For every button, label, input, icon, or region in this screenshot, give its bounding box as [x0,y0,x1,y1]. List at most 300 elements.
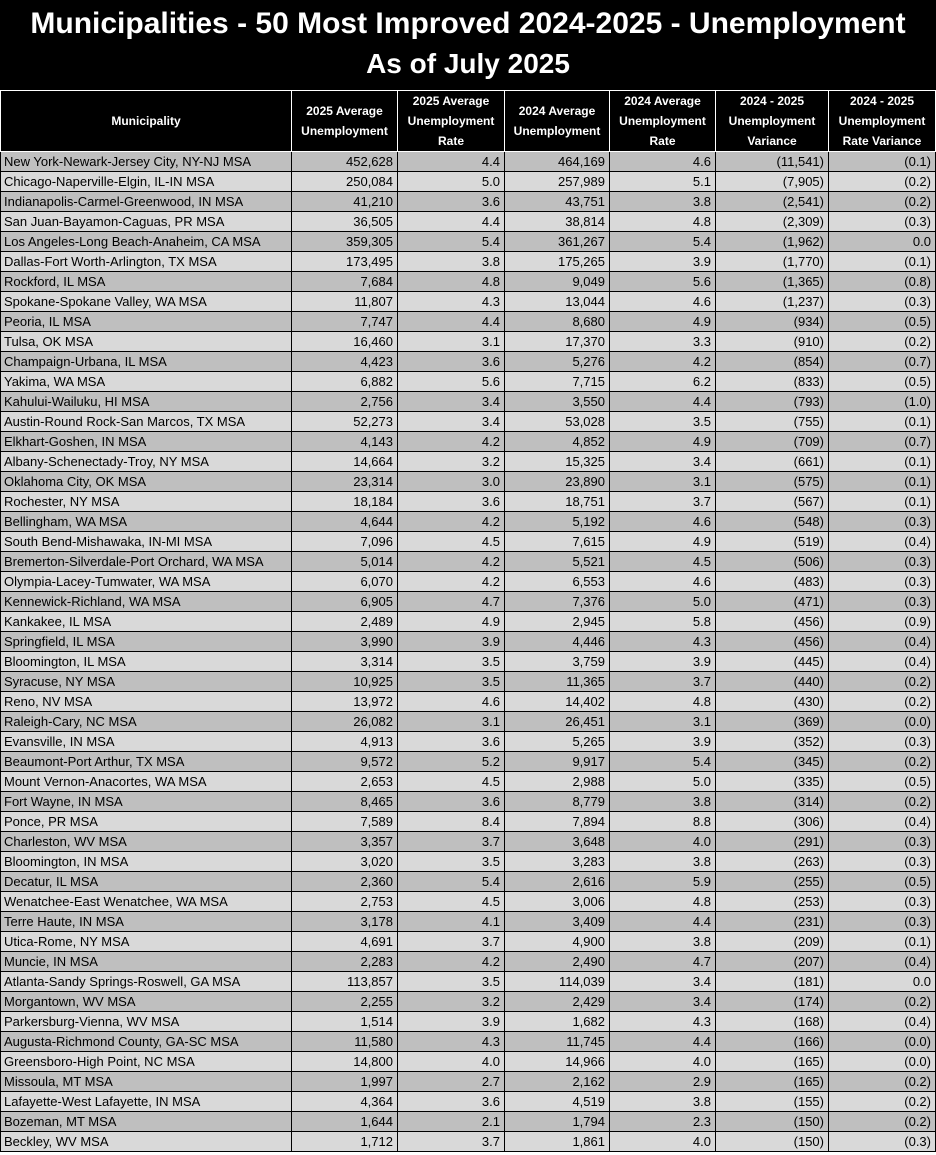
municipality-cell: Missoula, MT MSA [1,1072,292,1092]
table-row [1,852,936,872]
rate-variance-cell: (0.3) [829,572,936,592]
municipality-cell: Muncie, IN MSA [1,952,292,972]
unemployment-variance-cell: (471) [716,592,829,612]
table-row [1,1132,936,1152]
unemployment-2024-cell: 361,267 [505,232,610,252]
unemployment-2024-cell: 3,550 [505,392,610,412]
unemployment-2025-cell: 2,489 [292,612,398,632]
rate-variance-cell: (0.8) [829,272,936,292]
table-row [1,412,936,432]
table-row [1,332,936,352]
municipality-cell: Springfield, IL MSA [1,632,292,652]
rate-2025-cell: 8.4 [398,812,505,832]
table-row [1,792,936,812]
municipality-cell: Evansville, IN MSA [1,732,292,752]
unemployment-variance-cell: (456) [716,612,829,632]
municipality-cell: Rockford, IL MSA [1,272,292,292]
table-row [1,292,936,312]
municipality-cell: Wenatchee-East Wenatchee, WA MSA [1,892,292,912]
municipality-cell: New York-Newark-Jersey City, NY-NJ MSA [1,152,292,172]
unemployment-2024-cell: 2,490 [505,952,610,972]
municipality-cell: Albany-Schenectady-Troy, NY MSA [1,452,292,472]
unemployment-variance-cell: (306) [716,812,829,832]
unemployment-2025-cell: 173,495 [292,252,398,272]
table-row [1,532,936,552]
unemployment-2025-cell: 7,589 [292,812,398,832]
unemployment-2024-cell: 7,615 [505,532,610,552]
unemployment-2024-cell: 38,814 [505,212,610,232]
rate-2024-cell: 3.8 [610,1092,716,1112]
unemployment-2024-cell: 5,521 [505,552,610,572]
table-row [1,372,936,392]
rate-2024-cell: 2.9 [610,1072,716,1092]
unemployment-variance-cell: (1,365) [716,272,829,292]
municipality-cell: Kennewick-Richland, WA MSA [1,592,292,612]
rate-2025-cell: 3.6 [398,792,505,812]
municipality-cell: Dallas-Fort Worth-Arlington, TX MSA [1,252,292,272]
rate-2025-cell: 3.9 [398,632,505,652]
unemployment-2025-cell: 4,364 [292,1092,398,1112]
rate-2025-cell: 4.3 [398,1032,505,1052]
rate-2024-cell: 5.0 [610,592,716,612]
table-row [1,572,936,592]
rate-2024-cell: 3.4 [610,452,716,472]
rate-2024-cell: 3.1 [610,712,716,732]
column-header-unemployment-variance: 2024 - 2025 Unemployment Variance [716,91,829,152]
unemployment-2025-cell: 26,082 [292,712,398,732]
rate-2024-cell: 3.8 [610,792,716,812]
rate-2024-cell: 4.6 [610,512,716,532]
unemployment-2025-cell: 113,857 [292,972,398,992]
rate-2024-cell: 4.2 [610,352,716,372]
unemployment-variance-cell: (519) [716,532,829,552]
unemployment-variance-cell: (231) [716,912,829,932]
unemployment-2025-cell: 2,283 [292,952,398,972]
table-row [1,832,936,852]
unemployment-2025-cell: 41,210 [292,192,398,212]
unemployment-2024-cell: 1,861 [505,1132,610,1152]
unemployment-2024-cell: 1,682 [505,1012,610,1032]
municipality-cell: Syracuse, NY MSA [1,672,292,692]
municipality-cell: Beckley, WV MSA [1,1132,292,1152]
unemployment-variance-cell: (174) [716,992,829,1012]
rate-2024-cell: 4.4 [610,392,716,412]
table-row [1,152,936,172]
rate-2024-cell: 4.6 [610,572,716,592]
rate-2025-cell: 4.4 [398,312,505,332]
unemployment-2024-cell: 3,283 [505,852,610,872]
municipality-cell: South Bend-Mishawaka, IN-MI MSA [1,532,292,552]
rate-2024-cell: 4.9 [610,532,716,552]
unemployment-2025-cell: 7,096 [292,532,398,552]
unemployment-2025-cell: 18,184 [292,492,398,512]
municipality-cell: Los Angeles-Long Beach-Anaheim, CA MSA [1,232,292,252]
municipality-cell: Austin-Round Rock-San Marcos, TX MSA [1,412,292,432]
table-row [1,632,936,652]
rate-2024-cell: 4.4 [610,912,716,932]
municipality-cell: Olympia-Lacey-Tumwater, WA MSA [1,572,292,592]
rate-2024-cell: 3.9 [610,732,716,752]
municipality-cell: Chicago-Naperville-Elgin, IL-IN MSA [1,172,292,192]
unemployment-2024-cell: 2,429 [505,992,610,1012]
unemployment-2024-cell: 7,894 [505,812,610,832]
unemployment-2025-cell: 4,143 [292,432,398,452]
unemployment-2024-cell: 23,890 [505,472,610,492]
unemployment-variance-cell: (661) [716,452,829,472]
unemployment-variance-cell: (11,541) [716,152,829,172]
municipality-cell: Peoria, IL MSA [1,312,292,332]
table-row [1,192,936,212]
unemployment-2025-cell: 16,460 [292,332,398,352]
rate-2025-cell: 3.8 [398,252,505,272]
rate-2025-cell: 5.2 [398,752,505,772]
rate-variance-cell: (0.4) [829,532,936,552]
municipality-cell: Beaumont-Port Arthur, TX MSA [1,752,292,772]
municipality-cell: Rochester, NY MSA [1,492,292,512]
rate-variance-cell: (0.1) [829,452,936,472]
unemployment-2025-cell: 1,514 [292,1012,398,1032]
unemployment-2025-cell: 14,800 [292,1052,398,1072]
rate-2025-cell: 4.9 [398,612,505,632]
rate-2024-cell: 5.9 [610,872,716,892]
municipality-cell: Atlanta-Sandy Springs-Roswell, GA MSA [1,972,292,992]
rate-variance-cell: (0.5) [829,372,936,392]
unemployment-variance-cell: (345) [716,752,829,772]
unemployment-2024-cell: 2,988 [505,772,610,792]
rate-2024-cell: 5.4 [610,232,716,252]
column-header-2024-avg-rate: 2024 Average Unemployment Rate [610,91,716,152]
rate-2024-cell: 5.4 [610,752,716,772]
unemployment-2025-cell: 9,572 [292,752,398,772]
rate-variance-cell: (0.2) [829,192,936,212]
table-row [1,912,936,932]
rate-2025-cell: 5.4 [398,232,505,252]
rate-2025-cell: 3.7 [398,932,505,952]
unemployment-2025-cell: 1,644 [292,1112,398,1132]
unemployment-2025-cell: 4,644 [292,512,398,532]
rate-2025-cell: 3.6 [398,192,505,212]
rate-variance-cell: (0.3) [829,292,936,312]
rate-2024-cell: 3.8 [610,932,716,952]
rate-2024-cell: 4.8 [610,692,716,712]
rate-2024-cell: 4.4 [610,1032,716,1052]
municipality-cell: Bellingham, WA MSA [1,512,292,532]
unemployment-2025-cell: 8,465 [292,792,398,812]
rate-2024-cell: 5.8 [610,612,716,632]
table-row [1,492,936,512]
unemployment-variance-cell: (1,962) [716,232,829,252]
unemployment-variance-cell: (352) [716,732,829,752]
unemployment-2025-cell: 11,580 [292,1032,398,1052]
rate-variance-cell: (0.5) [829,312,936,332]
unemployment-2025-cell: 3,020 [292,852,398,872]
rate-2025-cell: 4.0 [398,1052,505,1072]
report-header [0,0,936,90]
unemployment-2024-cell: 53,028 [505,412,610,432]
rate-2024-cell: 4.7 [610,952,716,972]
rate-variance-cell: (0.7) [829,352,936,372]
rate-2025-cell: 4.5 [398,892,505,912]
municipality-cell: Indianapolis-Carmel-Greenwood, IN MSA [1,192,292,212]
table-row [1,1092,936,1112]
unemployment-2024-cell: 4,900 [505,932,610,952]
column-header-2025-avg-rate: 2025 Average Unemployment Rate [398,91,505,152]
table-row [1,812,936,832]
rate-variance-cell: (0.4) [829,952,936,972]
rate-2024-cell: 4.3 [610,632,716,652]
unemployment-variance-cell: (263) [716,852,829,872]
municipality-cell: Kahului-Wailuku, HI MSA [1,392,292,412]
unemployment-2024-cell: 17,370 [505,332,610,352]
unemployment-variance-cell: (2,541) [716,192,829,212]
table-row [1,992,936,1012]
municipality-cell: Fort Wayne, IN MSA [1,792,292,812]
rate-variance-cell: (0.0) [829,712,936,732]
table-row [1,472,936,492]
municipality-cell: Oklahoma City, OK MSA [1,472,292,492]
unemployment-2025-cell: 5,014 [292,552,398,572]
rate-2025-cell: 3.1 [398,332,505,352]
rate-variance-cell: 0.0 [829,232,936,252]
municipality-cell: Greensboro-High Point, NC MSA [1,1052,292,1072]
unemployment-2024-cell: 3,648 [505,832,610,852]
unemployment-variance-cell: (793) [716,392,829,412]
municipality-cell: Morgantown, WV MSA [1,992,292,1012]
report-subtitle: As of July 2025 [366,48,570,79]
rate-2025-cell: 3.0 [398,472,505,492]
municipality-cell: Reno, NV MSA [1,692,292,712]
unemployment-2024-cell: 1,794 [505,1112,610,1132]
unemployment-2024-cell: 14,966 [505,1052,610,1072]
unemployment-2024-cell: 4,519 [505,1092,610,1112]
rate-variance-cell: (0.0) [829,1052,936,1072]
unemployment-2025-cell: 36,505 [292,212,398,232]
rate-2024-cell: 3.8 [610,192,716,212]
unemployment-variance-cell: (575) [716,472,829,492]
unemployment-2025-cell: 2,255 [292,992,398,1012]
rate-2024-cell: 3.7 [610,672,716,692]
unemployment-2025-cell: 3,178 [292,912,398,932]
table-row [1,552,936,572]
rate-variance-cell: (0.3) [829,892,936,912]
rate-2025-cell: 5.0 [398,172,505,192]
rate-2025-cell: 4.4 [398,212,505,232]
rate-2025-cell: 4.5 [398,532,505,552]
rate-2025-cell: 3.6 [398,732,505,752]
unemployment-variance-cell: (150) [716,1112,829,1132]
unemployment-2025-cell: 250,084 [292,172,398,192]
unemployment-2024-cell: 8,680 [505,312,610,332]
unemployment-2024-cell: 11,745 [505,1032,610,1052]
rate-2025-cell: 3.6 [398,492,505,512]
unemployment-variance-cell: (483) [716,572,829,592]
unemployment-2025-cell: 52,273 [292,412,398,432]
unemployment-variance-cell: (548) [716,512,829,532]
unemployment-2024-cell: 13,044 [505,292,610,312]
unemployment-2025-cell: 23,314 [292,472,398,492]
rate-2025-cell: 3.2 [398,992,505,1012]
municipality-cell: Augusta-Richmond County, GA-SC MSA [1,1032,292,1052]
rate-variance-cell: (0.9) [829,612,936,632]
unemployment-2024-cell: 18,751 [505,492,610,512]
unemployment-2024-cell: 3,759 [505,652,610,672]
unemployment-2025-cell: 3,314 [292,652,398,672]
rate-variance-cell: (0.2) [829,692,936,712]
unemployment-2025-cell: 11,807 [292,292,398,312]
rate-variance-cell: (0.3) [829,832,936,852]
rate-variance-cell: (0.5) [829,772,936,792]
rate-variance-cell: (0.2) [829,1092,936,1112]
rate-2025-cell: 3.1 [398,712,505,732]
unemployment-2024-cell: 11,365 [505,672,610,692]
municipality-cell: Charleston, WV MSA [1,832,292,852]
municipality-cell: Parkersburg-Vienna, WV MSA [1,1012,292,1032]
rate-2024-cell: 3.9 [610,252,716,272]
unemployment-2025-cell: 4,423 [292,352,398,372]
table-row [1,872,936,892]
unemployment-variance-cell: (1,237) [716,292,829,312]
table-row [1,212,936,232]
rate-2025-cell: 3.5 [398,652,505,672]
municipality-cell: Bremerton-Silverdale-Port Orchard, WA MSA [1,552,292,572]
table-header-row [1,91,936,152]
rate-2024-cell: 3.5 [610,412,716,432]
municipality-cell: Utica-Rome, NY MSA [1,932,292,952]
rate-2024-cell: 4.6 [610,152,716,172]
municipality-cell: Terre Haute, IN MSA [1,912,292,932]
table-row [1,172,936,192]
rate-2024-cell: 6.2 [610,372,716,392]
table-row [1,272,936,292]
unemployment-2025-cell: 2,756 [292,392,398,412]
unemployment-variance-cell: (2,309) [716,212,829,232]
rate-2024-cell: 3.4 [610,992,716,1012]
municipality-cell: Bloomington, IN MSA [1,852,292,872]
rate-2024-cell: 4.0 [610,832,716,852]
unemployment-variance-cell: (430) [716,692,829,712]
table-row [1,932,936,952]
rate-variance-cell: (0.2) [829,1112,936,1132]
rate-2024-cell: 5.0 [610,772,716,792]
table-row [1,592,936,612]
table-row [1,1112,936,1132]
rate-variance-cell: (0.1) [829,492,936,512]
rate-variance-cell: (0.1) [829,412,936,432]
unemployment-2024-cell: 7,715 [505,372,610,392]
rate-2024-cell: 3.3 [610,332,716,352]
unemployment-2024-cell: 175,265 [505,252,610,272]
unemployment-2025-cell: 452,628 [292,152,398,172]
unemployment-2024-cell: 4,852 [505,432,610,452]
unemployment-2025-cell: 6,905 [292,592,398,612]
unemployment-2024-cell: 43,751 [505,192,610,212]
unemployment-2025-cell: 6,070 [292,572,398,592]
rate-variance-cell: (0.1) [829,252,936,272]
municipality-cell: Mount Vernon-Anacortes, WA MSA [1,772,292,792]
rate-variance-cell: (0.3) [829,732,936,752]
rate-variance-cell: (0.4) [829,812,936,832]
rate-variance-cell: (0.7) [829,432,936,452]
unemployment-variance-cell: (291) [716,832,829,852]
unemployment-variance-cell: (369) [716,712,829,732]
unemployment-variance-cell: (314) [716,792,829,812]
rate-2025-cell: 3.6 [398,352,505,372]
rate-2025-cell: 3.7 [398,832,505,852]
table-row [1,972,936,992]
table-row [1,752,936,772]
table-row [1,1032,936,1052]
rate-variance-cell: (0.4) [829,652,936,672]
rate-2025-cell: 3.6 [398,1092,505,1112]
municipality-cell: Ponce, PR MSA [1,812,292,832]
rate-variance-cell: (0.2) [829,752,936,772]
rate-2024-cell: 4.3 [610,1012,716,1032]
unemployment-variance-cell: (166) [716,1032,829,1052]
unemployment-variance-cell: (1,770) [716,252,829,272]
unemployment-2024-cell: 5,265 [505,732,610,752]
unemployment-2024-cell: 114,039 [505,972,610,992]
rate-2024-cell: 8.8 [610,812,716,832]
unemployment-2024-cell: 6,553 [505,572,610,592]
table-row [1,892,936,912]
unemployment-variance-cell: (253) [716,892,829,912]
table-body [1,152,936,1152]
unemployment-variance-cell: (440) [716,672,829,692]
rate-variance-cell: (0.4) [829,632,936,652]
rate-variance-cell: (0.1) [829,472,936,492]
table-row [1,312,936,332]
column-header-municipality: Municipality [1,91,292,152]
municipality-cell: Spokane-Spokane Valley, WA MSA [1,292,292,312]
table-row [1,1052,936,1072]
table-row [1,672,936,692]
rate-2024-cell: 4.5 [610,552,716,572]
rate-variance-cell: (0.1) [829,932,936,952]
rate-2024-cell: 5.1 [610,172,716,192]
rate-2024-cell: 3.8 [610,852,716,872]
unemployment-2025-cell: 3,990 [292,632,398,652]
unemployment-2024-cell: 5,276 [505,352,610,372]
unemployment-2024-cell: 257,989 [505,172,610,192]
rate-2024-cell: 2.3 [610,1112,716,1132]
rate-2025-cell: 3.2 [398,452,505,472]
rate-variance-cell: (0.4) [829,1012,936,1032]
rate-variance-cell: (0.3) [829,212,936,232]
unemployment-2025-cell: 13,972 [292,692,398,712]
rate-2025-cell: 4.2 [398,952,505,972]
rate-2024-cell: 4.6 [610,292,716,312]
rate-2025-cell: 4.1 [398,912,505,932]
unemployment-variance-cell: (150) [716,1132,829,1152]
rate-2025-cell: 3.7 [398,1132,505,1152]
unemployment-variance-cell: (506) [716,552,829,572]
unemployment-2024-cell: 2,616 [505,872,610,892]
unemployment-2024-cell: 4,446 [505,632,610,652]
rate-2024-cell: 4.8 [610,892,716,912]
table-row [1,732,936,752]
municipality-cell: Raleigh-Cary, NC MSA [1,712,292,732]
unemployment-variance-cell: (456) [716,632,829,652]
unemployment-variance-cell: (7,905) [716,172,829,192]
municipality-cell: Yakima, WA MSA [1,372,292,392]
table-row [1,252,936,272]
rate-variance-cell: (0.3) [829,1132,936,1152]
rate-variance-cell: (0.3) [829,592,936,612]
table-row [1,652,936,672]
unemployment-variance-cell: (181) [716,972,829,992]
rate-2025-cell: 4.2 [398,572,505,592]
rate-2024-cell: 4.0 [610,1052,716,1072]
